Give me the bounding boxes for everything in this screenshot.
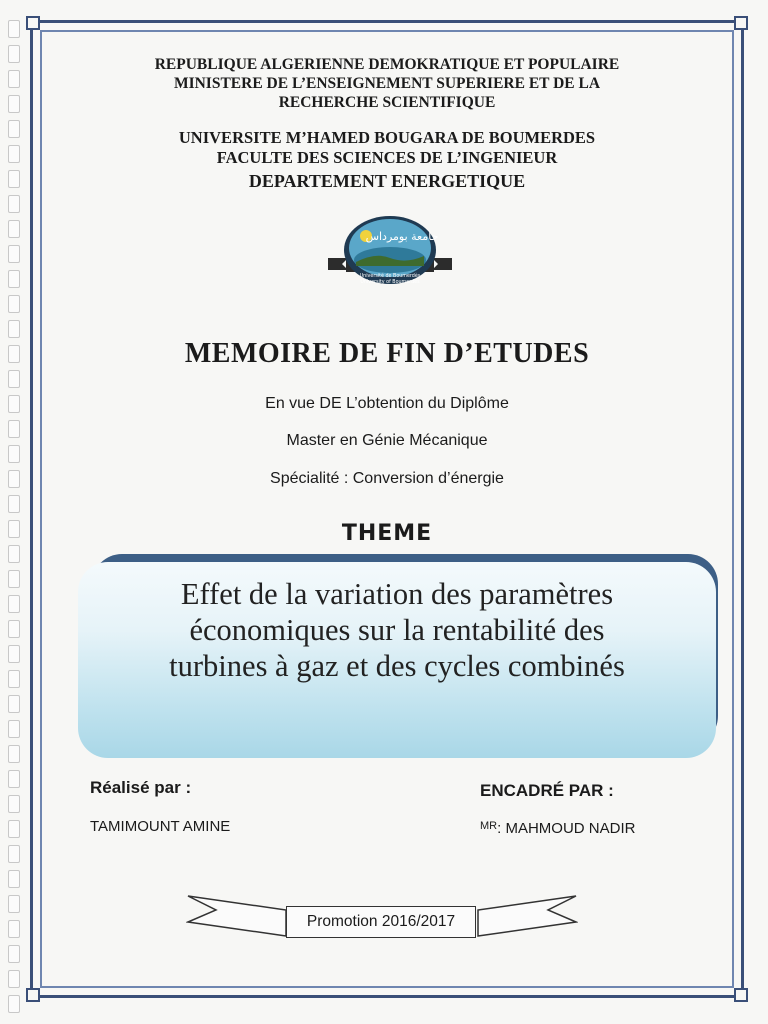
frame-corner-ornament <box>734 16 748 30</box>
binding-ring <box>8 20 20 38</box>
spiral-binding <box>0 0 26 1024</box>
binding-ring <box>8 370 20 388</box>
binding-ring <box>8 595 20 613</box>
binding-ring <box>8 570 20 588</box>
binding-ring <box>8 120 20 138</box>
author-label: Réalisé par : <box>90 778 192 797</box>
university-header <box>60 128 714 168</box>
binding-ring <box>8 295 20 313</box>
supervisor-name-text: : MAHMOUD NADIR <box>497 820 636 837</box>
binding-ring <box>8 670 20 688</box>
binding-ring <box>8 70 20 88</box>
binding-ring <box>8 870 20 888</box>
binding-ring <box>8 770 20 788</box>
binding-ring <box>8 545 20 563</box>
theme-heading: THEME <box>341 521 433 546</box>
binding-ring <box>8 345 20 363</box>
university-line: UNIVERSITE M’HAMED BOUGARA DE BOUMERDES <box>178 128 596 147</box>
binding-ring <box>8 270 20 288</box>
binding-ring <box>8 970 20 988</box>
logo-arabic-text: جامعة بومرداس <box>365 230 439 243</box>
binding-ring <box>8 620 20 638</box>
specialty-line: Spécialité : Conversion d’énergie <box>270 470 504 487</box>
binding-ring <box>8 795 20 813</box>
binding-ring <box>8 195 20 213</box>
supervisor-label: ENCADRÉ PAR : <box>480 781 614 800</box>
logo-english-text: University of Boumerdes <box>360 280 420 285</box>
binding-ring <box>8 720 20 738</box>
binding-ring <box>8 470 20 488</box>
supervisor-prefix: MR <box>480 820 498 832</box>
binding-ring <box>8 320 20 338</box>
ministry-line: RECHERCHE SCIENTIFIQUE <box>278 94 496 111</box>
university-logo <box>326 214 454 290</box>
binding-ring <box>8 645 20 663</box>
author-name: TAMIMOUNT AMINE <box>90 818 231 835</box>
binding-ring <box>8 245 20 263</box>
frame-corner-ornament <box>26 988 40 1002</box>
logo-french-text: Université de Boumerdès <box>359 274 421 279</box>
binding-ring <box>8 945 20 963</box>
thesis-title <box>169 576 625 684</box>
binding-ring <box>8 145 20 163</box>
binding-ring <box>8 820 20 838</box>
frame-corner-ornament <box>26 16 40 30</box>
ministry-line: MINISTERE DE L’ENSEIGNEMENT SUPERIERE ET DE LA <box>173 75 601 92</box>
ministry-header <box>60 55 714 112</box>
promotion-year: Promotion 2016/2017 <box>286 906 476 938</box>
degree-line: Master en Génie Mécanique <box>286 432 488 449</box>
thesis-title-line: économiques sur la rentabilité des <box>189 613 605 647</box>
binding-ring <box>8 445 20 463</box>
supervisor-name <box>480 820 635 837</box>
binding-ring <box>8 920 20 938</box>
binding-ring <box>8 895 20 913</box>
binding-ring <box>8 420 20 438</box>
binding-ring <box>8 495 20 513</box>
binding-ring <box>8 45 20 63</box>
ministry-line: REPUBLIQUE ALGERIENNE DEMOKRATIQUE ET POPULAIRE <box>154 56 620 73</box>
department-name: DEPARTEMENT ENERGETIQUE <box>248 171 526 191</box>
binding-ring <box>8 170 20 188</box>
binding-ring <box>8 520 20 538</box>
binding-ring <box>8 220 20 238</box>
document-title: MEMOIRE DE FIN D’ETUDES <box>184 338 590 369</box>
frame-corner-ornament <box>734 988 748 1002</box>
thesis-title-line: turbines à gaz et des cycles combinés <box>169 649 625 683</box>
binding-ring <box>8 745 20 763</box>
theme-box <box>78 562 716 758</box>
diploma-line: En vue DE L’obtention du Diplôme <box>265 395 509 412</box>
faculty-line: FACULTE DES SCIENCES DE L’INGENIEUR <box>216 148 558 167</box>
binding-ring <box>8 95 20 113</box>
thesis-title-line: Effet de la variation des paramètres <box>180 577 614 611</box>
binding-ring <box>8 845 20 863</box>
binding-ring <box>8 695 20 713</box>
binding-ring <box>8 995 20 1013</box>
binding-ring <box>8 395 20 413</box>
